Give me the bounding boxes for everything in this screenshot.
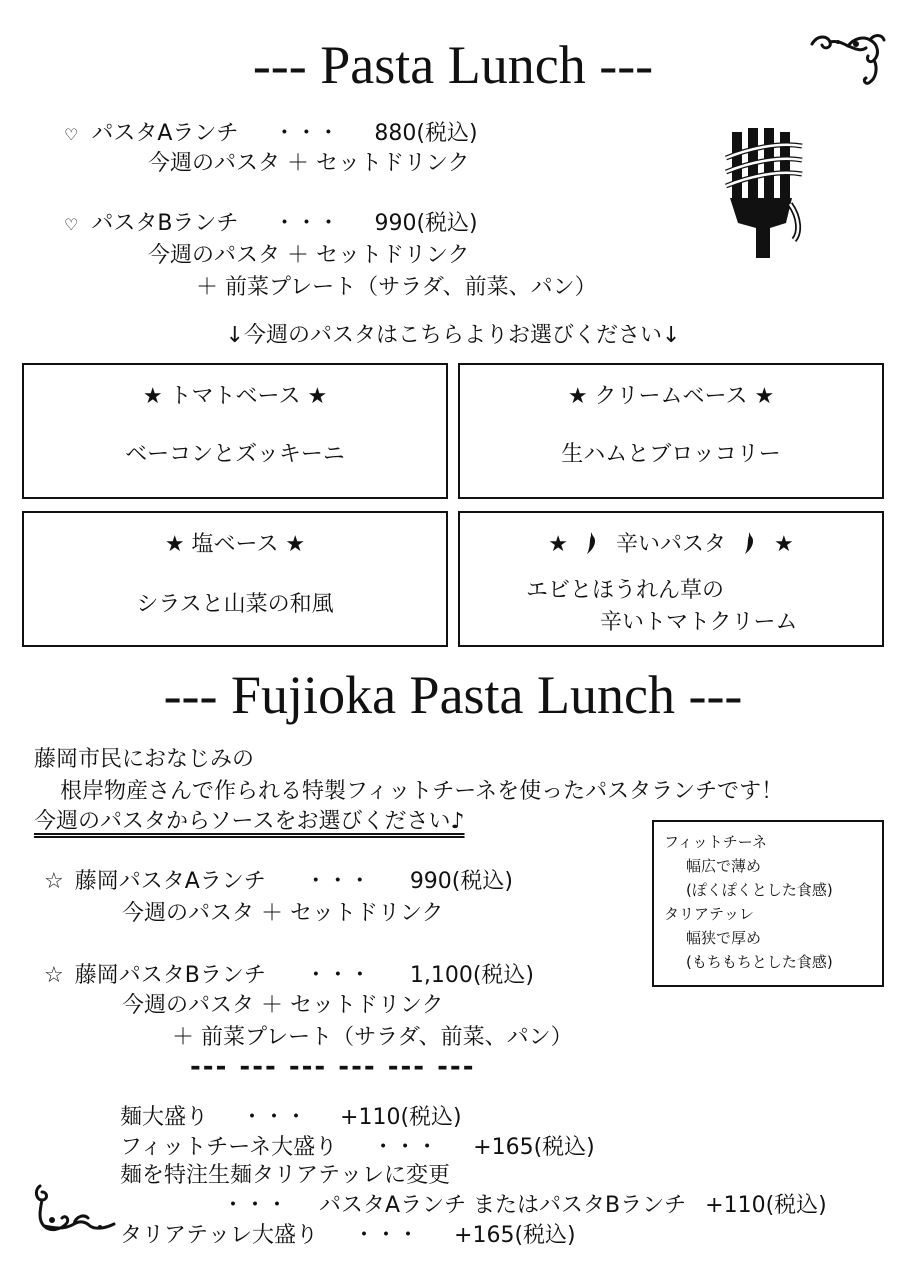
option-label: フィットチーネ大盛り	[120, 1135, 338, 1160]
fujioka-b-name: 藤岡パスタBランチ	[74, 963, 266, 988]
fujioka-a-price: 990(税込)	[409, 869, 513, 894]
pasta-a-dots: ・・・	[273, 121, 340, 146]
noodle-note-box	[652, 820, 884, 987]
fujioka-b-desc: 今週のパスタ ＋ セットドリンク	[122, 993, 444, 1018]
divider-dashes: --- --- --- --- --- ---	[190, 1052, 476, 1082]
note-tagliatelle-desc2: (もちもちとした食感)	[686, 953, 833, 971]
cream-base-box	[458, 363, 884, 499]
box-header: ★ クリームベース ★	[567, 384, 775, 409]
pasta-a-price: 880(税込)	[374, 121, 478, 146]
option-row	[120, 1218, 576, 1249]
box-body: 生ハムとブロッコリー	[561, 442, 781, 467]
pasta-a-name: パスタAランチ	[91, 121, 239, 146]
option-row	[120, 1130, 595, 1161]
tomato-base-box	[22, 363, 448, 499]
intro-line1: 藤岡市民におなじみの	[34, 747, 255, 772]
spicy-pasta-label: 辛いパスタ	[615, 532, 726, 557]
option-dots: ・・・	[241, 1105, 308, 1130]
fujioka-a-name: 藤岡パスタAランチ	[74, 869, 266, 894]
option-dots: ・・・	[222, 1193, 289, 1218]
fujioka-b-line	[44, 958, 534, 989]
heart-icon: ♡	[64, 215, 79, 234]
page-title: --- Pasta Lunch ---	[252, 35, 654, 95]
box-body: シラスと山菜の和風	[136, 592, 334, 617]
pasta-b-price: 990(税込)	[374, 211, 478, 236]
fujioka-a-dots: ・・・	[304, 869, 371, 894]
intro-line3: 今週のパスタからソースをお選びください♪	[34, 809, 465, 834]
select-note: ↓今週のパスタはこちらよりお選びください↓	[225, 323, 681, 348]
star-outline-icon: ☆	[44, 963, 64, 988]
option-price: +165(税込)	[454, 1223, 576, 1248]
option-dots: ・・・	[372, 1135, 439, 1160]
option-row	[120, 1100, 462, 1131]
fujioka-title: --- Fujioka Pasta Lunch ---	[163, 665, 743, 725]
box-header: ★ 塩ベース ★	[164, 532, 306, 557]
box-body-line1: エビとほうれん草の	[526, 578, 725, 603]
option-dots: ・・・	[353, 1223, 420, 1248]
star-icon: ★	[548, 532, 568, 557]
spicy-pasta-box	[458, 511, 884, 647]
pasta-b-desc2: ＋ 前菜プレート（サラダ、前菜、パン）	[196, 275, 597, 300]
note-fettuccine-desc1: 幅広で薄め	[686, 857, 762, 875]
option-price: +165(税込)	[473, 1135, 595, 1160]
option-price: +110(税込)	[705, 1193, 827, 1218]
note-fettuccine: フィットチーネ	[664, 833, 768, 851]
option-label: 麺を特注生麺タリアテッレに変更	[120, 1163, 451, 1188]
fujioka-a-desc: 今週のパスタ ＋ セットドリンク	[122, 901, 444, 926]
heart-icon: ♡	[64, 125, 79, 144]
note-tagliatelle: タリアテッレ	[664, 905, 755, 923]
option-label: タリアテッレ大盛り	[120, 1223, 319, 1248]
box-body: ベーコンとズッキーニ	[125, 442, 345, 467]
pasta-a-line	[64, 116, 478, 147]
option-label: パスタAランチ またはパスタBランチ	[319, 1193, 687, 1218]
star-outline-icon: ☆	[44, 869, 64, 894]
box-header: ★ トマトベース ★	[142, 384, 328, 409]
star-icon: ★	[774, 532, 794, 557]
fujioka-a-line	[44, 864, 513, 895]
fork-pasta-icon	[720, 128, 810, 263]
note-fettuccine-desc2: (ぽくぽくとした食感)	[686, 881, 833, 899]
fujioka-b-desc2: ＋ 前菜プレート（サラダ、前菜、パン）	[172, 1025, 573, 1050]
chili-pepper-icon	[583, 530, 601, 556]
option-row	[120, 1158, 450, 1189]
option-row	[222, 1188, 827, 1219]
ornament-bottom-left-icon	[30, 1180, 120, 1242]
pasta-b-desc: 今週のパスタ ＋ セットドリンク	[148, 243, 470, 268]
salt-base-box	[22, 511, 448, 647]
box-body-line2: 辛いトマトクリーム	[600, 610, 798, 635]
chili-pepper-icon	[741, 530, 759, 556]
fujioka-b-dots: ・・・	[304, 963, 371, 988]
pasta-a-desc: 今週のパスタ ＋ セットドリンク	[148, 151, 470, 176]
note-tagliatelle-desc1: 幅狭で厚め	[686, 929, 762, 947]
fujioka-b-price: 1,100(税込)	[409, 963, 534, 988]
pasta-b-line	[64, 206, 478, 237]
box-header	[460, 527, 882, 558]
intro-line2: 根岸物産さんで作られる特製フィットチーネを使ったパスタランチです！	[60, 779, 784, 804]
option-price: +110(税込)	[340, 1105, 462, 1130]
pasta-b-dots: ・・・	[273, 211, 340, 236]
pasta-b-name: パスタBランチ	[91, 211, 239, 236]
option-label: 麺大盛り	[120, 1105, 209, 1130]
